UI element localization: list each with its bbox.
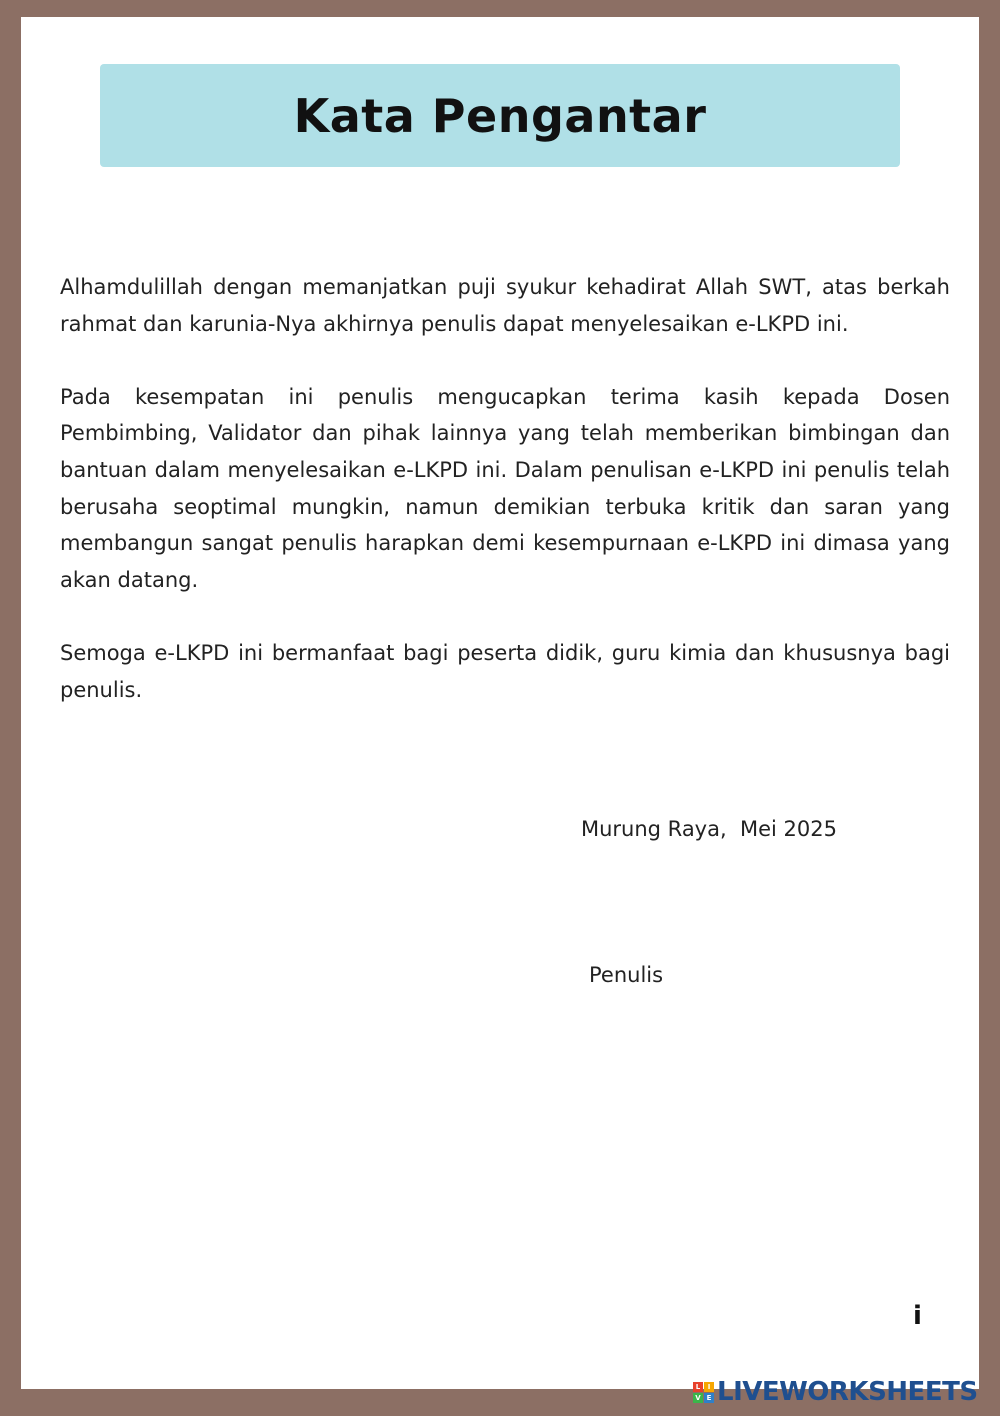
watermark-text: LIVEWORKSHEETS [717, 1377, 978, 1407]
author-signature-label: Penulis [589, 963, 664, 987]
liveworksheets-logo-icon [693, 1382, 714, 1403]
liveworksheets-watermark [693, 1378, 978, 1406]
paragraph-2: Pada kesempatan ini penulis mengucapkan terima kasih kepada Dosen Pembimbing, Validator dan pihak lainnya yang telah memberikan bimbingan dan bantuan dalam menyelesaikan e-LKPD ini. Dalam penulisan e-LKPD ini penulis telah berusaha seoptimal mungkin, namun demikian terbuka kritik dan saran yang membangun sangat penulis harapkan demi kesempurnaan e-LKPD ini dimasa yang akan datang. [60, 384, 950, 592]
logo-letter-v: V [693, 1393, 703, 1403]
page-number: i [913, 1301, 922, 1331]
logo-letter-e: E [704, 1393, 714, 1403]
logo-letter-i: I [704, 1382, 714, 1392]
paragraph-3: Semoga e-LKPD ini bermanfaat bagi peserta didik, guru kimia dan khususnya bagi penulis. [60, 640, 950, 702]
logo-letter-l: L [693, 1382, 703, 1392]
page-title: Kata Pengantar [293, 88, 707, 143]
preface-body [60, 269, 950, 745]
document-page [21, 17, 979, 1389]
title-banner [100, 64, 900, 167]
paragraph-1: Alhamdulillah dengan memanjatkan puji syukur kehadirat Allah SWT, atas berkah rahmat dan karunia-Nya akhirnya penulis dapat menyelesaikan e-LKPD ini. [60, 275, 950, 336]
place-date: Murung Raya, Mei 2025 [581, 817, 837, 841]
